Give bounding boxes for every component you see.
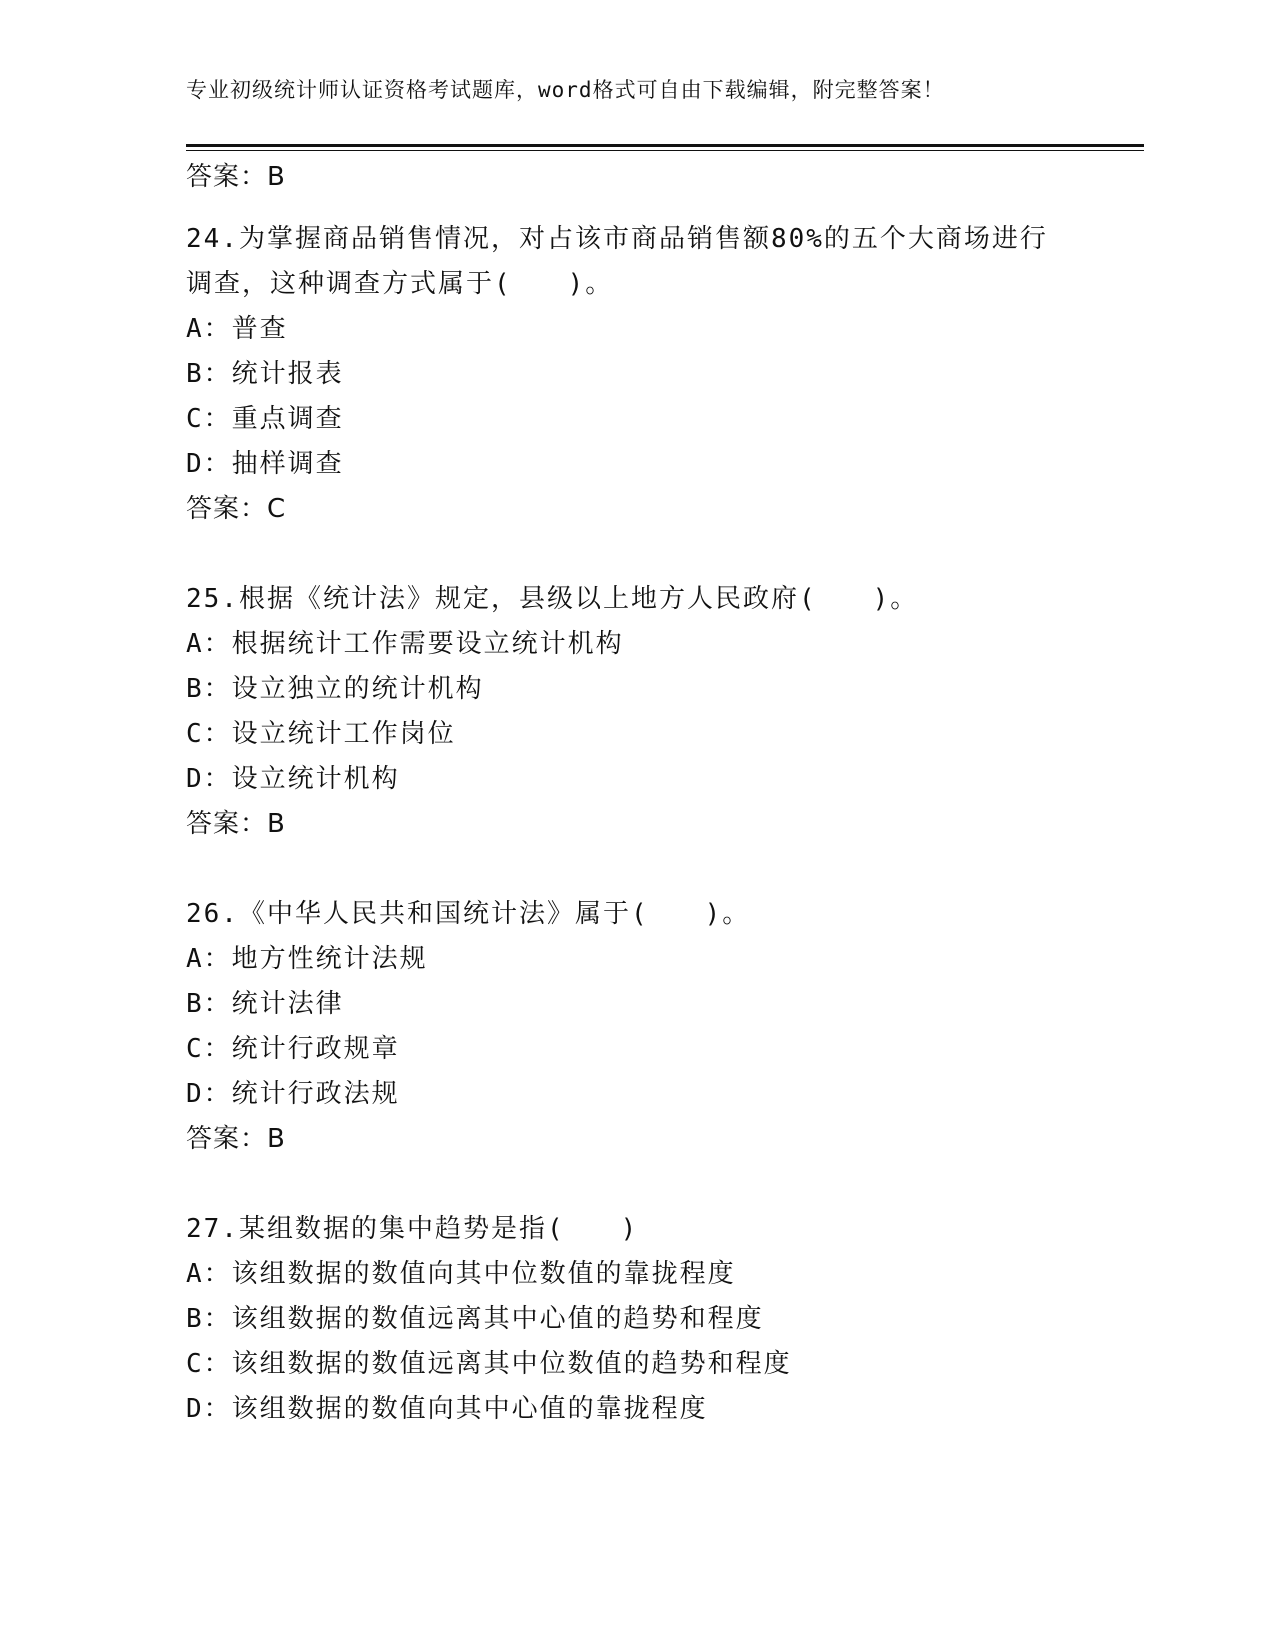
question-25-answer: 答案：B — [186, 809, 286, 839]
answer-prev: 答案：B — [186, 162, 286, 192]
header-rule-thin — [186, 150, 1144, 151]
question-24-stem-line-1: 24.为掌握商品销售情况，对占该市商品销售额80%的五个大商场进行 — [186, 224, 1048, 254]
question-26-option-a: A：地方性统计法规 — [186, 944, 428, 974]
question-24-option-a: A：普查 — [186, 314, 288, 344]
question-24-option-d: D：抽样调查 — [186, 449, 344, 479]
question-26-option-b: B：统计法律 — [186, 989, 344, 1019]
question-25-option-b: B：设立独立的统计机构 — [186, 674, 484, 704]
question-25-option-c: C：设立统计工作岗位 — [186, 719, 456, 749]
question-24-option-b: B：统计报表 — [186, 359, 344, 389]
question-27-option-a: A：该组数据的数值向其中位数值的靠拢程度 — [186, 1259, 736, 1289]
question-26-option-c: C：统计行政规章 — [186, 1034, 400, 1064]
question-27-option-b: B：该组数据的数值远离其中心值的趋势和程度 — [186, 1304, 764, 1334]
question-26-stem-line-1: 26.《中华人民共和国统计法》属于( )。 — [186, 899, 751, 929]
header-rule-thick — [186, 144, 1144, 147]
question-26-answer: 答案：B — [186, 1124, 286, 1154]
question-27-option-d: D：该组数据的数值向其中心值的靠拢程度 — [186, 1394, 708, 1424]
question-27-stem-line-1: 27.某组数据的集中趋势是指( ) — [186, 1214, 639, 1244]
page-header: 专业初级统计师认证资格考试题库，word格式可自由下载编辑，附完整答案！ — [186, 78, 945, 102]
question-24-answer: 答案：C — [186, 494, 287, 524]
question-25-option-d: D：设立统计机构 — [186, 764, 400, 794]
question-25-option-a: A：根据统计工作需要设立统计机构 — [186, 629, 624, 659]
question-25-stem-line-1: 25.根据《统计法》规定，县级以上地方人民政府( )。 — [186, 584, 919, 614]
question-24-stem-line-2: 调查，这种调查方式属于( )。 — [186, 269, 614, 299]
question-26-option-d: D：统计行政法规 — [186, 1079, 400, 1109]
question-27-option-c: C：该组数据的数值远离其中位数值的趋势和程度 — [186, 1349, 792, 1379]
question-24-option-c: C：重点调查 — [186, 404, 344, 434]
